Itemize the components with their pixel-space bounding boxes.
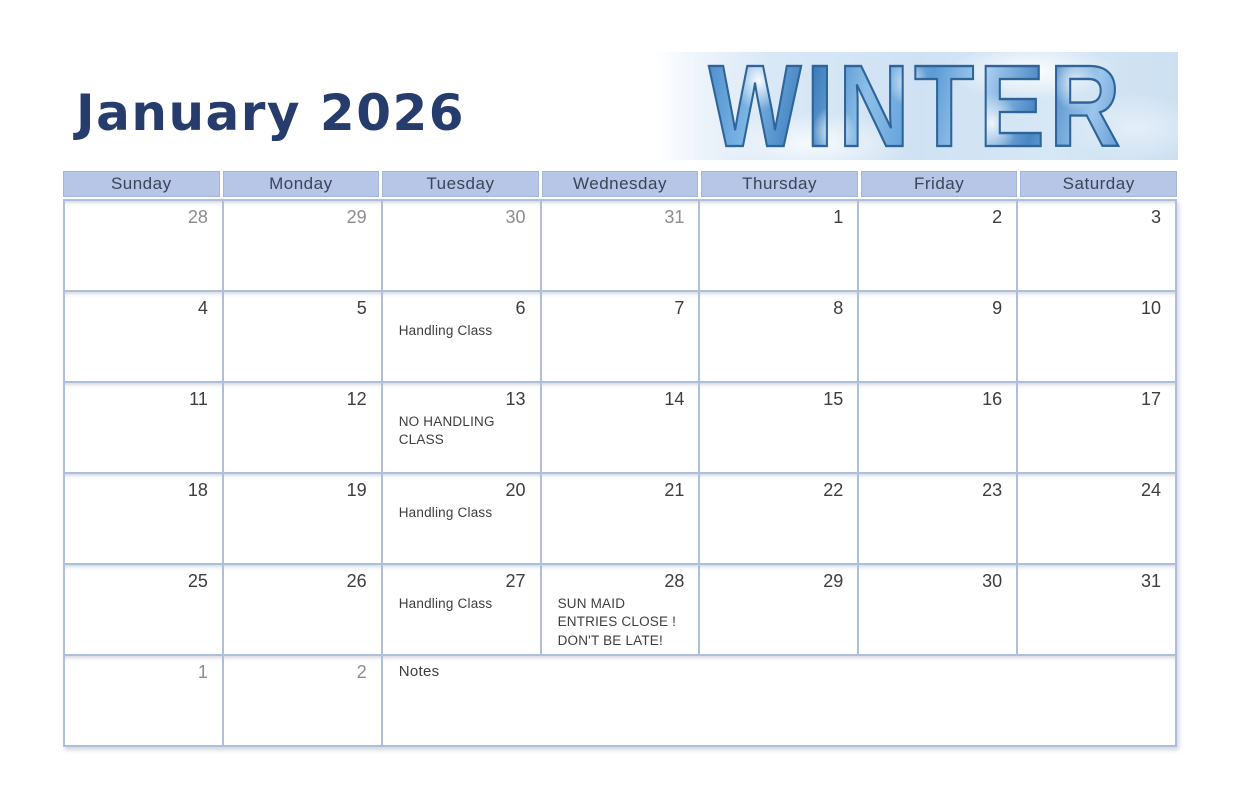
weekday-header-tuesday: Tuesday — [382, 171, 539, 197]
day-cell — [542, 201, 701, 292]
day-number: 26 — [346, 571, 367, 591]
calendar-grid — [63, 199, 1177, 747]
day-number: 28 — [187, 207, 208, 227]
day-cell — [859, 292, 1018, 383]
day-number: 31 — [1140, 571, 1161, 591]
day-cell — [1018, 383, 1177, 474]
weekday-header-thursday: Thursday — [701, 171, 858, 197]
day-cell — [65, 383, 224, 474]
event-text: Handling Class — [398, 505, 493, 521]
day-number: 13 — [505, 389, 526, 409]
day-number: 1 — [197, 662, 208, 682]
day-cell — [700, 474, 859, 565]
day-cell — [383, 201, 542, 292]
day-cell — [224, 201, 383, 292]
day-number: 10 — [1140, 298, 1161, 318]
day-cell — [65, 474, 224, 565]
day-number: 30 — [505, 207, 526, 227]
day-cell — [542, 565, 701, 656]
day-number: 17 — [1140, 389, 1161, 409]
day-number: 18 — [187, 480, 208, 500]
day-number: 3 — [1150, 207, 1161, 227]
weekday-header-monday: Monday — [223, 171, 380, 197]
day-cell — [859, 474, 1018, 565]
day-cell — [383, 383, 542, 474]
day-cell — [542, 383, 701, 474]
weekday-header-wednesday: Wednesday — [542, 171, 699, 197]
day-cell — [700, 201, 859, 292]
day-cell — [700, 292, 859, 383]
day-cell — [65, 565, 224, 656]
day-number: 25 — [187, 571, 208, 591]
day-number: 5 — [356, 298, 367, 318]
day-number: 7 — [674, 298, 685, 318]
day-number: 24 — [1140, 480, 1161, 500]
day-number: 30 — [982, 571, 1003, 591]
winter-banner-image — [656, 52, 1178, 160]
day-cell — [224, 474, 383, 565]
day-number: 11 — [189, 389, 208, 409]
winter-banner-text: WINTER — [709, 52, 1126, 160]
day-number: 22 — [823, 480, 844, 500]
day-number: 29 — [823, 571, 844, 591]
day-cell — [700, 383, 859, 474]
day-number: 20 — [505, 480, 526, 500]
day-number: 23 — [982, 480, 1003, 500]
weekday-header-row — [63, 171, 1177, 197]
day-cell — [224, 656, 383, 747]
day-cell — [859, 201, 1018, 292]
day-number: 31 — [664, 207, 685, 227]
weekday-header-sunday: Sunday — [63, 171, 220, 197]
day-cell — [383, 292, 542, 383]
day-cell — [859, 565, 1018, 656]
day-cell — [859, 383, 1018, 474]
weekday-header-saturday: Saturday — [1020, 171, 1177, 197]
day-number: 21 — [664, 480, 685, 500]
day-number: 2 — [992, 207, 1003, 227]
day-cell — [65, 656, 224, 747]
page-title: January 2026 — [76, 84, 466, 142]
day-number: 6 — [515, 298, 526, 318]
day-number: 15 — [823, 389, 844, 409]
day-number: 29 — [346, 207, 367, 227]
day-cell — [65, 292, 224, 383]
day-number: 9 — [992, 298, 1003, 318]
day-cell — [542, 292, 701, 383]
event-text: Handling Class — [398, 596, 493, 612]
day-number: 1 — [833, 207, 844, 227]
day-number: 4 — [197, 298, 208, 318]
day-cell — [700, 565, 859, 656]
notes-cell — [383, 656, 1177, 747]
day-cell — [383, 474, 542, 565]
calendar — [63, 171, 1177, 747]
day-number: 12 — [346, 389, 367, 409]
day-cell — [542, 474, 701, 565]
weekday-header-friday: Friday — [861, 171, 1018, 197]
day-cell — [224, 383, 383, 474]
event-text: SUN MAID ENTRIES CLOSE ! DON'T BE LATE! — [557, 596, 677, 648]
day-number: 8 — [833, 298, 844, 318]
day-cell — [1018, 565, 1177, 656]
day-number: 28 — [664, 571, 685, 591]
day-cell — [224, 565, 383, 656]
day-number: 16 — [982, 389, 1003, 409]
day-cell — [65, 201, 224, 292]
day-number: 14 — [664, 389, 685, 409]
day-cell — [383, 565, 542, 656]
day-number: 2 — [356, 662, 367, 682]
notes-label: Notes — [398, 663, 440, 680]
event-text: NO HANDLING CLASS — [398, 414, 495, 448]
day-cell — [1018, 201, 1177, 292]
event-text: Handling Class — [398, 323, 493, 339]
day-number: 27 — [505, 571, 526, 591]
day-cell — [1018, 292, 1177, 383]
day-number: 19 — [346, 480, 367, 500]
day-cell — [224, 292, 383, 383]
day-cell — [1018, 474, 1177, 565]
